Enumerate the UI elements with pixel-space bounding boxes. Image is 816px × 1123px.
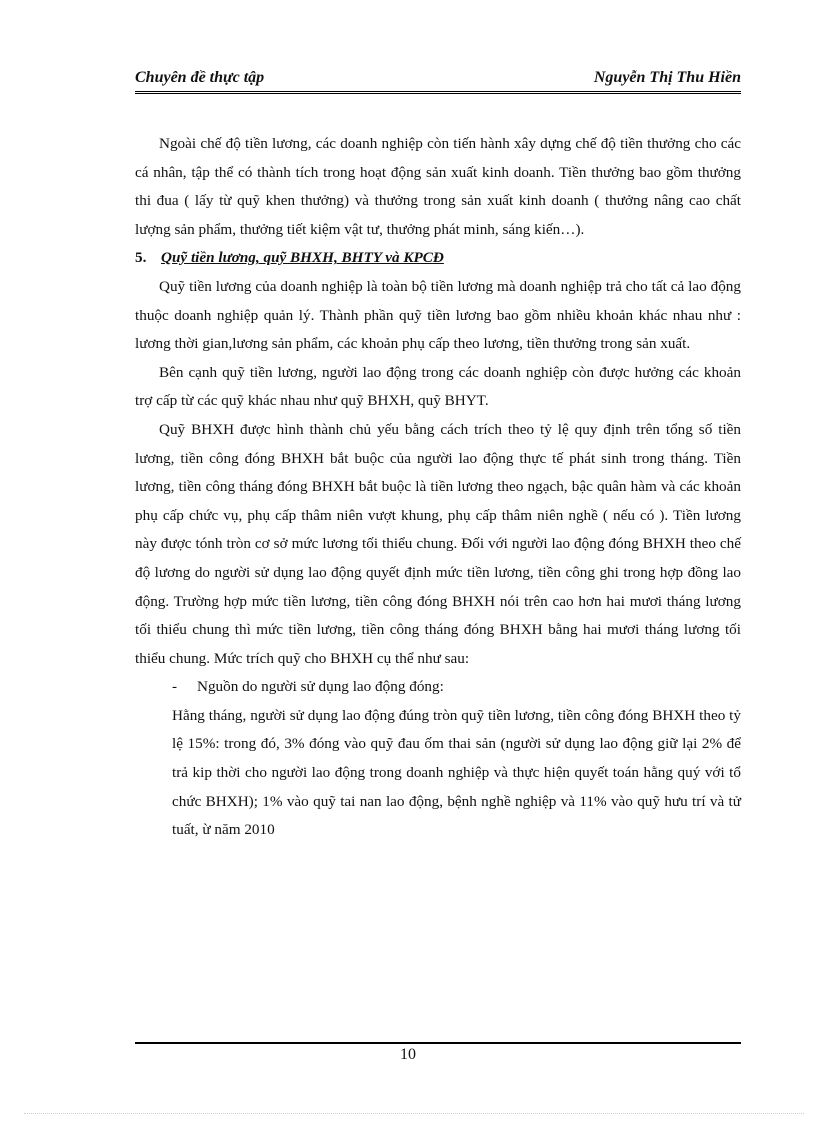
paragraph-bhxh-fund: Quỹ BHXH được hình thành chủ yếu bằng cách trích theo tỷ lệ quy định trên tổng số tiền lương, tiền công đóng BHXH bắt buộc của người lao động thực tế phát sinh trong tháng. Tiền lương, tiền công tháng đóng BHXH bắt buộc là tiền lương theo ngạch, bậc quân hàm và các khoản phụ cấp chức vụ, phụ cấp thâm niên vượt khung, phụ cấp thâm niên nghề ( nếu có ). Tiền lương này được tónh tròn cơ sở mức lương tối thiểu chung. Đối với người lao động đóng BHXH theo chế độ lương do người sử dụng lao động quyết định mức tiền lương, tiền công ghi trong hợp đồng lao động. Trường hợp mức tiền lương, tiền công đóng BHXH nói trên cao hơn hai mươi tháng lương tối thiểu chung thì mức tiền lương, tiền công tháng đóng BHXH bằng hai mươi tháng lương tối thiểu chung. Mức trích quỹ cho BHXH cụ thể như sau: [135, 420, 741, 667]
header-title: Chuyên đề thực tập [135, 69, 265, 86]
paragraph-salary-fund: Quỹ tiền lương của doanh nghiệp là toàn bộ tiền lương mà doanh nghiệp trả cho tất cả lao động thuộc doanh nghiệp quản lý. Thành phần quỹ tiền lương bao gồm nhiều khoản khác nhau như : lương thời gian,lương sản phẩm, các khoản phụ cấp theo lương, tiền thưởng trong sản xuất. [135, 277, 741, 353]
header-author: Nguyễn Thị Thu Hiền [593, 69, 741, 86]
page-number: 10 [400, 1046, 416, 1063]
page-bottom-border [24, 1113, 804, 1114]
bullet-text: Nguồn do người sử dụng lao động đóng: [197, 678, 444, 696]
bullet-dash: - [172, 678, 178, 696]
section-heading [135, 244, 741, 273]
document-body [135, 130, 741, 845]
paragraph-allowances: Bên cạnh quỹ tiền lương, người lao động trong các doanh nghiệp còn được hưởng các khoản trợ cấp từ các quỹ khác nhau như quỹ BHXH, quỹ BHYT. [135, 363, 741, 410]
list-item [135, 673, 741, 702]
page-header [135, 67, 741, 94]
section-title: Quỹ tiền lương, quỹ BHXH, BHTY và KPCĐ [161, 249, 444, 267]
paragraph-employer-contribution: Hằng tháng, người sử dụng lao động đúng tròn quỹ tiền lương, tiền công đóng BHXH theo tỷ lệ 15%: trong đó, 3% đóng vào quỹ đau ốm thai sản (người sử dụng lao động giữ lại 2% để trả kip thời cho người lao động trong doanh nghiệp và thực hiện quyết toán hằng quý với tổ chức BHXH); 1% vào quỹ tai nan lao động, bệnh nghề nghiệp và 11% vào quỹ hưu trí và tử tuất, ừ năm 2010 [172, 706, 741, 839]
footer-divider [135, 1042, 741, 1044]
paragraph-bonus: Ngoài chế độ tiền lương, các doanh nghiệp còn tiến hành xây dựng chế độ tiền thưởng cho các cá nhân, tập thể có thành tích trong hoạt động sản xuất kinh doanh. Tiền thưởng bao gồm thưởng thi đua ( lấy từ quỹ khen thưởng) và thưởng trong sản xuất kinh doanh ( thưởng nâng cao chất lượng sản phẩm, thưởng tiết kiệm vật tư, thưởng phát minh, sáng kiến…). [135, 135, 741, 238]
section-number: 5. [135, 249, 147, 267]
